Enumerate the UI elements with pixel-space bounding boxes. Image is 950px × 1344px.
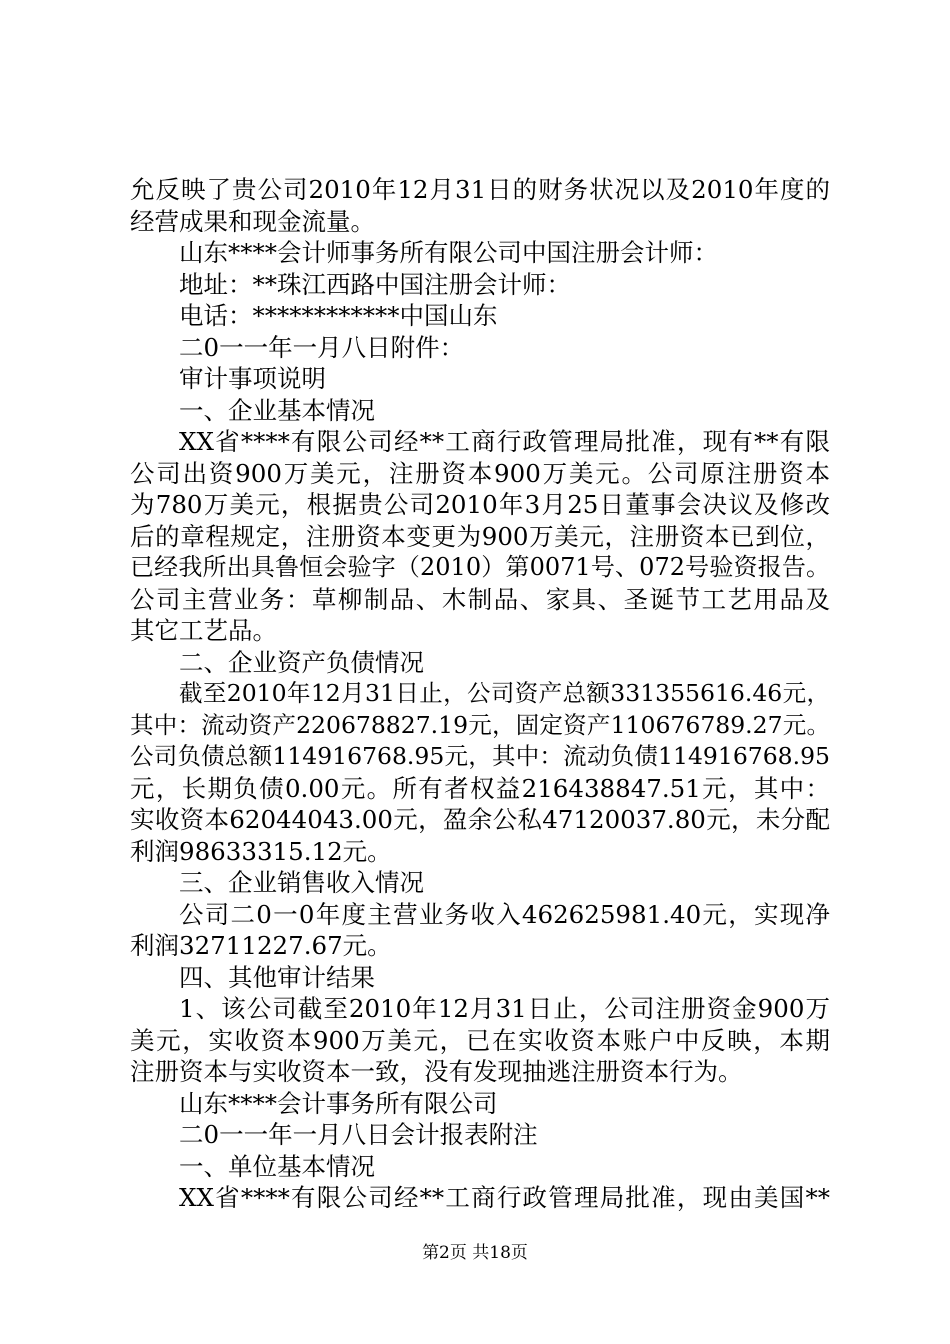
- text-line: 允反映了贵公司2010年12月31日的财务状况以及2010年度的: [130, 175, 830, 204]
- page-number-footer: 第2页 共18页: [422, 1243, 528, 1263]
- text-line: 其它工艺品。: [130, 616, 277, 645]
- text-line: 截至2010年12月31日止，公司资产总额331355616.46元，: [179, 679, 830, 707]
- section-heading: 三、企业销售收入情况: [179, 868, 424, 897]
- text-line: 电话：************中国山东: [179, 301, 498, 330]
- section-heading: 二、企业资产负债情况: [179, 647, 424, 677]
- text-line: 公司二0一0年度主营业务收入462625981.40元，实现净: [179, 899, 830, 929]
- text-line: 公司负债总额114916768.95元，其中：流动负债114916768.95: [130, 742, 830, 770]
- document-body: [130, 174, 830, 1214]
- text-line: 元，长期负债0.00元。所有者权益216438847.51元，其中：: [130, 773, 830, 803]
- text-line: 为780万美元，根据贵公司2010年3月25日董事会决议及修改: [130, 490, 830, 519]
- text-line: 公司主营业务：草柳制品、木制品、家具、圣诞节工艺用品及: [130, 584, 830, 614]
- text-line: 其中：流动资产220678827.19元，固定资产110676789.27元。: [130, 710, 830, 739]
- text-line: 山东****会计事务所有限公司: [179, 1088, 498, 1118]
- section-heading: 一、企业基本情况: [179, 395, 375, 425]
- text-line: 美元，实收资本900万美元，已在实收资本账户中反映，本期: [130, 1025, 830, 1055]
- section-heading: 一、单位基本情况: [179, 1151, 375, 1181]
- text-line: 注册资本与实收资本一致，没有发现抽逃注册资本行为。: [130, 1057, 743, 1086]
- text-line: 地址：**珠江西路中国注册会计师：: [179, 269, 571, 299]
- text-line: 后的章程规定，注册资本变更为900万美元，注册资本已到位，: [130, 521, 830, 551]
- text-line: XX省****有限公司经**工商行政管理局批准，现由美国**: [179, 1183, 830, 1212]
- text-line: 已经我所出具鲁恒会验字（2010）第0071号、072号验资报告。: [130, 553, 830, 581]
- text-line: 山东****会计师事务所有限公司中国注册会计师：: [179, 238, 718, 267]
- text-line: 二0一一年一月八日会计报表附注: [179, 1120, 538, 1149]
- text-line: 二0一一年一月八日附件：: [179, 332, 465, 362]
- section-heading: 四、其他审计结果: [179, 962, 375, 992]
- text-line: 实收资本62044043.00元，盈余公私47120037.80元，未分配: [130, 805, 830, 834]
- text-line: 利润98633315.12元。: [130, 836, 392, 866]
- text-line: 公司出资900万美元，注册资本900万美元。公司原注册资本: [130, 458, 830, 488]
- text-line: 利润32711227.67元。: [130, 931, 392, 960]
- text-line: XX省****有限公司经**工商行政管理局批准，现有**有限: [179, 427, 830, 456]
- text-line: 1、该公司截至2010年12月31日止，公司注册资金900万: [179, 994, 830, 1023]
- text-line: 经营成果和现金流量。: [130, 206, 375, 236]
- section-heading: 审计事项说明: [179, 364, 326, 393]
